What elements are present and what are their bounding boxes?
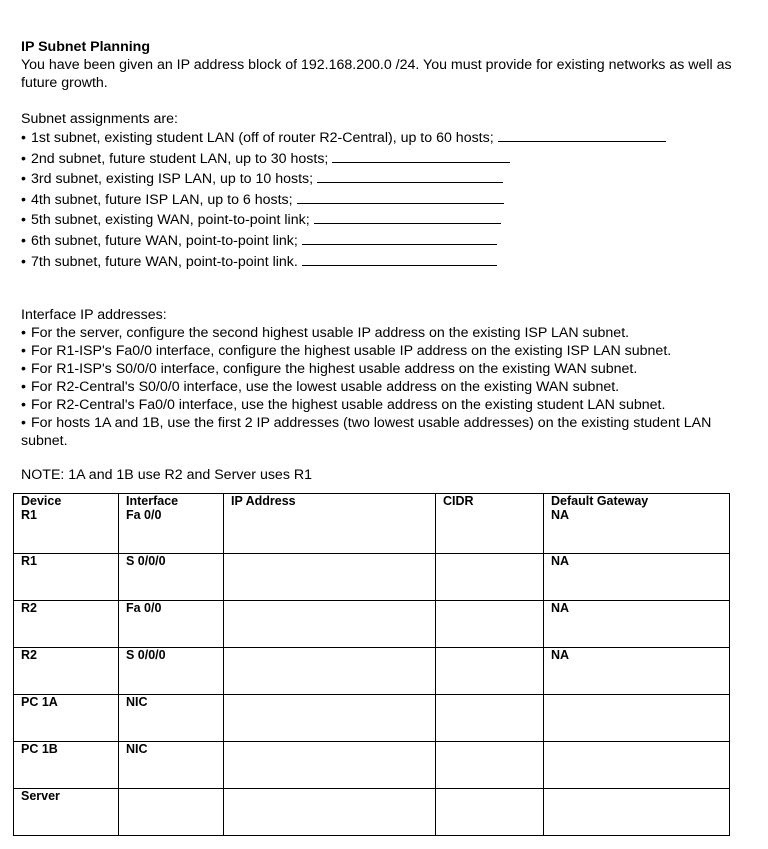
- list-item: • For the server, configure the second highest usable IP address on the existing ISP LAN subnet.: [21, 325, 630, 342]
- interface-cell: NIC: [119, 742, 224, 789]
- header-device: Device: [14, 494, 119, 509]
- gateway-cell: NA: [544, 648, 730, 695]
- note-text: NOTE: 1A and 1B use R2 and Server uses R1: [21, 467, 312, 484]
- answer-blank: [317, 170, 503, 183]
- list-item: • 3rd subnet, existing ISP LAN, up to 10 hosts;: [21, 169, 751, 190]
- interface-cell: NIC: [119, 695, 224, 742]
- table-row: [14, 601, 730, 648]
- interface-cell: Fa 0/0: [119, 508, 224, 554]
- answer-blank: [302, 253, 497, 266]
- gateway-cell: NA: [544, 554, 730, 601]
- ip-address-cell[interactable]: [224, 648, 436, 695]
- gateway-cell[interactable]: [544, 789, 730, 836]
- list-item: • For hosts 1A and 1B, use the first 2 IP addresses (two lowest usable addresses) on the existing student LAN subnet.: [21, 415, 712, 450]
- table-row: [14, 508, 730, 554]
- list-item: • 5th subnet, existing WAN, point-to-point link;: [21, 210, 751, 231]
- cidr-cell[interactable]: [436, 601, 544, 648]
- table-row: [14, 695, 730, 742]
- interface-addresses-label: Interface IP addresses:: [21, 307, 167, 324]
- device-cell: R1: [14, 508, 119, 554]
- header-interface: Interface: [119, 494, 224, 509]
- list-item: • 2nd subnet, future student LAN, up to 30 hosts;: [21, 149, 751, 170]
- header-ip-address: IP Address: [224, 494, 436, 509]
- answer-blank: [314, 211, 501, 224]
- list-item: • For R1-ISP's S0/0/0 interface, configure the highest usable address on the existing WAN subnet.: [21, 361, 638, 378]
- table-row: [14, 554, 730, 601]
- gateway-cell: NA: [544, 601, 730, 648]
- list-item: • 1st subnet, existing student LAN (off of router R2-Central), up to 60 hosts;: [21, 128, 751, 149]
- list-item: • For R2-Central's Fa0/0 interface, use the highest usable address on the existing student LAN subnet.: [21, 397, 666, 414]
- interface-cell[interactable]: [119, 789, 224, 836]
- list-item: • For R2-Central's S0/0/0 interface, use the lowest usable address on the existing WAN subnet.: [21, 379, 620, 396]
- addressing-table: [13, 493, 730, 836]
- interface-cell: Fa 0/0: [119, 601, 224, 648]
- header-default-gateway: Default Gateway: [544, 494, 730, 509]
- cidr-cell[interactable]: [436, 789, 544, 836]
- list-item: • 6th subnet, future WAN, point-to-point link;: [21, 231, 751, 252]
- device-cell: PC 1A: [14, 695, 119, 742]
- device-cell: R1: [14, 554, 119, 601]
- interface-cell: S 0/0/0: [119, 648, 224, 695]
- ip-address-cell[interactable]: [224, 789, 436, 836]
- ip-address-cell[interactable]: [224, 508, 436, 554]
- ip-address-cell[interactable]: [224, 695, 436, 742]
- answer-blank: [302, 232, 497, 245]
- cidr-cell[interactable]: [436, 742, 544, 789]
- interface-list: [21, 324, 751, 450]
- worksheet: [21, 38, 751, 484]
- ip-address-cell[interactable]: [224, 742, 436, 789]
- subnet-assignments-label: Subnet assignments are:: [21, 111, 178, 127]
- answer-blank: [332, 150, 510, 163]
- device-cell: R2: [14, 648, 119, 695]
- cidr-cell[interactable]: [436, 695, 544, 742]
- answer-blank: [297, 191, 504, 204]
- list-item: • 4th subnet, future ISP LAN, up to 6 hosts;: [21, 190, 751, 211]
- list-item: • For R1-ISP's Fa0/0 interface, configure the highest usable IP address on the existing ISP LAN subnet.: [21, 343, 672, 360]
- cidr-cell[interactable]: [436, 648, 544, 695]
- cidr-cell[interactable]: [436, 508, 544, 554]
- answer-blank: [498, 129, 666, 142]
- table-row: [14, 742, 730, 789]
- ip-address-cell[interactable]: [224, 601, 436, 648]
- gateway-cell[interactable]: [544, 695, 730, 742]
- device-cell: R2: [14, 601, 119, 648]
- gateway-cell: NA: [544, 508, 730, 554]
- table-row: [14, 789, 730, 836]
- device-cell: PC 1B: [14, 742, 119, 789]
- ip-address-cell[interactable]: [224, 554, 436, 601]
- subnet-list: [21, 128, 751, 272]
- table-header-row: [14, 494, 730, 509]
- interface-cell: S 0/0/0: [119, 554, 224, 601]
- cidr-cell[interactable]: [436, 554, 544, 601]
- page-title: IP Subnet Planning: [21, 39, 151, 55]
- device-cell: Server: [14, 789, 119, 836]
- table-row: [14, 648, 730, 695]
- list-item: • 7th subnet, future WAN, point-to-point link.: [21, 252, 751, 273]
- gateway-cell[interactable]: [544, 742, 730, 789]
- intro-paragraph: You have been given an IP address block of 192.168.200.0 /24. You must provide for existing networks as well as future growth.: [21, 57, 732, 91]
- header-cidr: CIDR: [436, 494, 544, 509]
